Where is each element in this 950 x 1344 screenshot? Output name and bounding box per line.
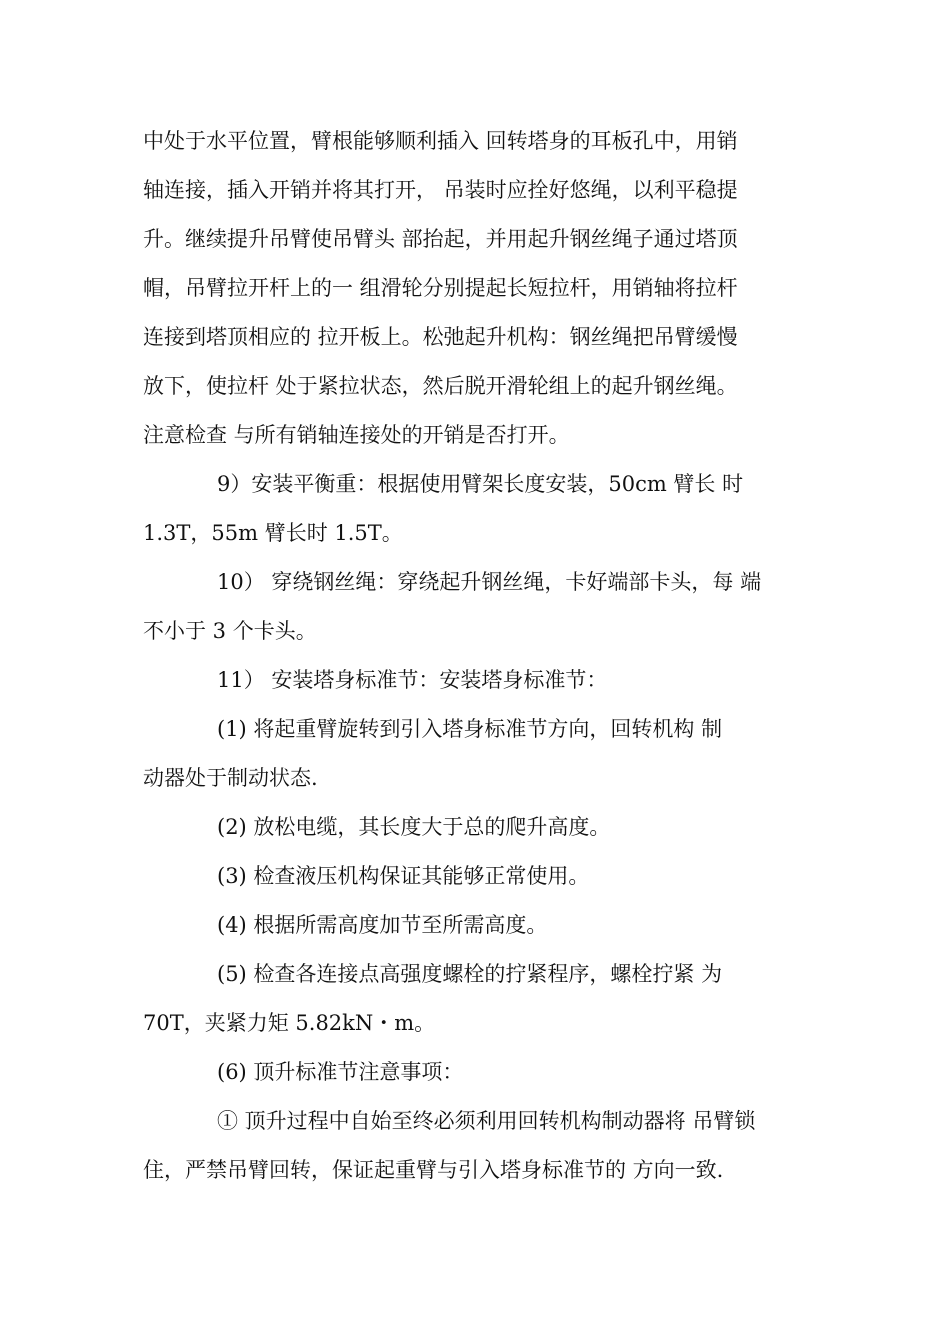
paragraph-step-5 (143, 950, 833, 1048)
text-line: 70T，夹紧力矩 5.82kN・m。 (143, 1011, 436, 1035)
text-line: (1) 将起重臂旋转到引入塔身标准节方向，回转机构 制 (217, 717, 723, 741)
text-line: 注意检查 与所有销轴连接处的开销是否打开。 (143, 423, 570, 447)
document-body (143, 117, 833, 1195)
text-line: (4) 根据所需高度加节至所需高度。 (217, 913, 548, 937)
text-line: ① 顶升过程中自始至终必须利用回转机构制动器将 吊臂锁 (217, 1109, 756, 1133)
text-line: 升。继续提升吊臂使吊臂头 部抬起，并用起升钢丝绳子通过塔顶 (143, 227, 738, 251)
text-line: (2) 放松电缆，其长度大于总的爬升高度。 (217, 815, 611, 839)
paragraph-step-3 (143, 852, 833, 901)
text-line: 10） 穿绕钢丝绳：穿绕起升钢丝绳，卡好端部卡头，每 端 (217, 570, 762, 594)
paragraph-counterweight (143, 460, 833, 558)
paragraph-boom-installation (143, 117, 833, 460)
text-line: 11） 安装塔身标准节：安装塔身标准节： (217, 668, 608, 692)
paragraph-step-6 (143, 1048, 833, 1097)
text-line: 中处于水平位置，臂根能够顺利插入 回转塔身的耳板孔中，用销 (143, 129, 738, 153)
paragraph-step-4 (143, 901, 833, 950)
text-line: 帽，吊臂拉开杆上的一 组滑轮分别提起长短拉杆，用销轴将拉杆 (143, 276, 738, 300)
text-line: 9）安装平衡重：根据使用臂架长度安装，50cm 臂长 时 (217, 472, 744, 496)
text-line: 动器处于制动状态. (143, 766, 318, 790)
paragraph-note-1 (143, 1097, 833, 1195)
text-line: 连接到塔顶相应的 拉开板上。松弛起升机构：钢丝绳把吊臂缓慢 (143, 325, 738, 349)
text-line: 轴连接，插入开销并将其打开， 吊装时应拴好悠绳，以利平稳提 (143, 178, 738, 202)
paragraph-step-2 (143, 803, 833, 852)
text-line: (6) 顶升标准节注意事项： (217, 1060, 464, 1084)
paragraph-step-1 (143, 705, 833, 803)
text-line: 1.3T，55m 臂长时 1.5T。 (143, 521, 403, 545)
text-line: (3) 检查液压机构保证其能够正常使用。 (217, 864, 590, 888)
text-line: 住，严禁吊臂回转，保证起重臂与引入塔身标准节的 方向一致. (143, 1158, 724, 1182)
text-line: (5) 检查各连接点高强度螺栓的拧紧程序，螺栓拧紧 为 (217, 962, 723, 986)
text-line: 不小于 3 个卡头。 (143, 619, 317, 643)
paragraph-standard-section (143, 656, 833, 705)
text-line: 放下，使拉杆 处于紧拉状态，然后脱开滑轮组上的起升钢丝绳。 (143, 374, 738, 398)
paragraph-wire-rope (143, 558, 833, 656)
